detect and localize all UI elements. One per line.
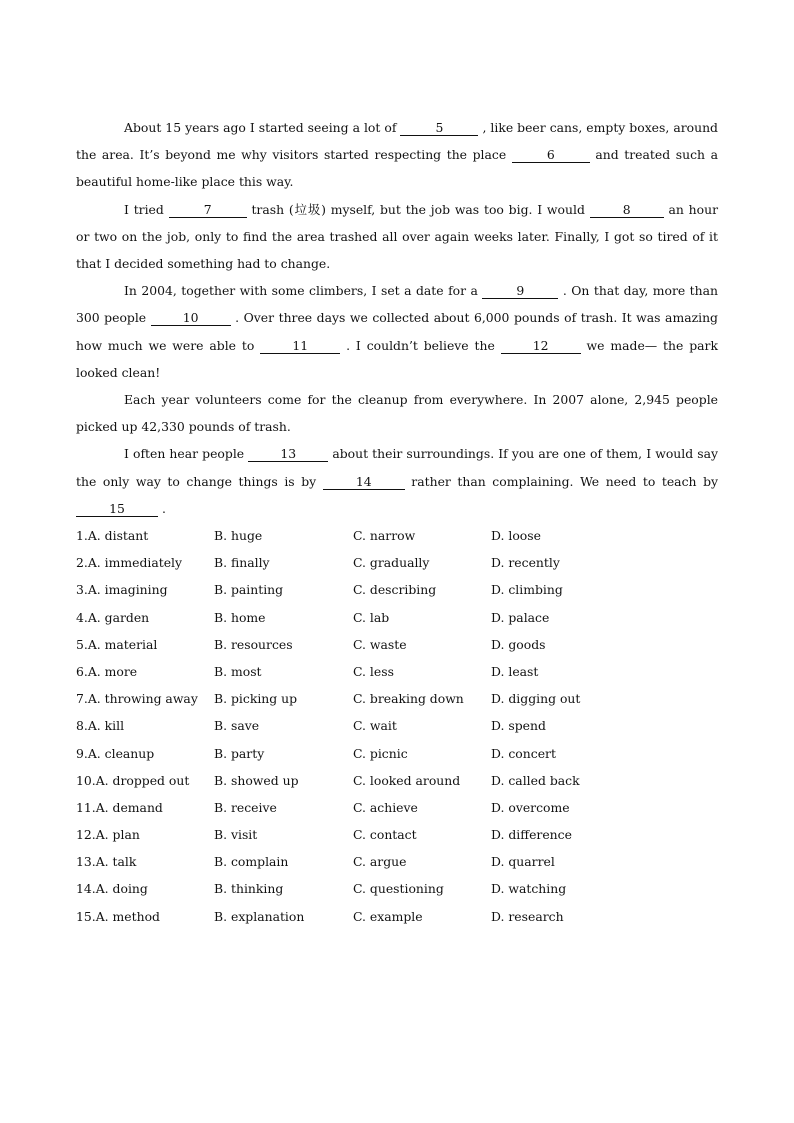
question-row-5 [76,631,718,658]
option-c: C. contact [353,827,417,843]
option-b: B. receive [214,799,277,815]
text-segment: and treated such a beautiful home-like place this way. [76,147,718,190]
option-b: B. painting [214,582,284,598]
text-segment: About 15 years ago I started seeing a lot of [124,120,401,135]
option-b: B. finally [214,555,270,571]
question-row-14 [76,875,718,902]
option-d: D. goods [491,636,546,652]
blank-14: 14 [323,475,405,490]
option-c: C. breaking down [353,691,464,707]
option-d: D. digging out [491,691,581,707]
text-segment: rather than complaining. We need to teach by [404,473,718,489]
blank-6: 6 [512,148,590,163]
blank-5: 5 [400,121,478,136]
option-c: C. lab [353,609,390,625]
text-segment: an hour or two on the job, only to find the area trashed all over again weeks later. Finally, I got so tired of it that I decided something had to change. [76,201,719,272]
text-segment: . [158,500,166,516]
option-c: C. gradually [353,555,430,571]
option-c: C. achieve [353,799,418,815]
option-a: 11.A. demand [76,799,163,815]
option-b: B. complain [214,854,289,870]
blank-13: 13 [248,447,328,462]
option-d: D. overcome [491,799,570,815]
question-row-9 [76,740,718,767]
option-b: B. party [214,745,265,761]
text-segment: I tried [124,201,169,217]
option-d: D. least [491,663,539,679]
option-c: C. waste [353,636,407,652]
text-segment: . On that day, more than 300 people [76,283,718,326]
blank-9: 9 [482,284,558,299]
blank-11: 11 [260,339,340,354]
question-row-6 [76,658,718,685]
option-b: B. most [214,663,262,679]
text-segment: we made— the park looked clean! [76,337,718,380]
option-d: D. loose [491,528,541,544]
option-d: D. difference [491,827,572,843]
paragraph-2 [76,196,718,278]
paragraph-1 [76,114,718,196]
question-row-13 [76,848,718,875]
option-c: C. picnic [353,745,408,761]
question-row-2 [76,549,718,576]
option-b: B. picking up [214,691,298,707]
answer-options [76,522,718,930]
option-d: D. concert [491,745,556,761]
option-a: 8.A. kill [76,718,125,734]
option-a: 13.A. talk [76,854,137,870]
option-d: D. called back [491,772,580,788]
option-d: D. quarrel [491,854,555,870]
blank-7: 7 [169,203,247,218]
option-a: 2.A. immediately [76,555,183,571]
option-d: D. recently [491,555,560,571]
blank-10: 10 [151,311,231,326]
option-a: 9.A. cleanup [76,745,155,761]
option-b: B. save [214,718,260,734]
question-row-1 [76,522,718,549]
option-d: D. watching [491,881,567,897]
text-segment: In 2004, together with some climbers, I set a date for a [124,283,483,299]
option-b: B. showed up [214,772,299,788]
text-segment: . Over three days we collected about 6,000 pounds of trash. It was amazing how much we were able to [76,310,718,353]
text-segment: , like beer cans, empty boxes, around the area. It’s beyond me why visitors started respecting the place [76,120,718,163]
option-a: 4.A. garden [76,609,150,625]
option-a: 6.A. more [76,663,138,679]
option-c: C. looked around [353,772,461,788]
option-b: B. explanation [214,908,305,924]
paragraph-5 [76,440,718,522]
option-c: C. questioning [353,881,444,897]
question-row-10 [76,767,718,794]
text-segment: . I couldn’t believe the [340,337,501,353]
question-row-8 [76,712,718,739]
question-row-7 [76,685,718,712]
option-d: D. spend [491,718,546,734]
paragraph-3 [76,277,718,386]
option-b: B. thinking [214,881,284,897]
question-row-4 [76,604,718,631]
paragraph-4: Each year volunteers come for the cleanup from everywhere. In 2007 alone, 2,945 people picked up 42,330 pounds of trash. [76,392,718,435]
cloze-passage [76,114,718,522]
document-page [76,114,718,930]
option-d: D. research [491,908,564,924]
option-a: 1.A. distant [76,528,149,544]
text-segment: trash (垃圾) myself, but the job was too big. I would [246,201,590,217]
text-segment: about their surroundings. If you are one of them, I would say the only way to change things is by [76,446,718,489]
option-d: D. climbing [491,582,563,598]
blank-15: 15 [76,502,158,517]
question-row-11 [76,794,718,821]
option-c: C. example [353,908,423,924]
option-b: B. resources [214,636,293,652]
option-a: 7.A. throwing away [76,691,198,707]
text-segment: I often hear people [124,446,249,462]
option-b: B. home [214,609,266,625]
option-c: C. narrow [353,528,416,544]
option-b: B. huge [214,528,263,544]
option-a: 15.A. method [76,908,160,924]
option-a: 14.A. doing [76,881,148,897]
option-b: B. visit [214,827,258,843]
option-d: D. palace [491,609,550,625]
option-a: 10.A. dropped out [76,772,190,788]
option-c: C. describing [353,582,437,598]
option-c: C. argue [353,854,407,870]
blank-12: 12 [501,339,581,354]
blank-8: 8 [590,203,664,218]
option-a: 3.A. imagining [76,582,168,598]
option-c: C. wait [353,718,397,734]
option-a: 5.A. material [76,636,158,652]
option-a: 12.A. plan [76,827,140,843]
option-c: C. less [353,663,394,679]
question-row-15 [76,903,718,930]
question-row-3 [76,576,718,603]
question-row-12 [76,821,718,848]
